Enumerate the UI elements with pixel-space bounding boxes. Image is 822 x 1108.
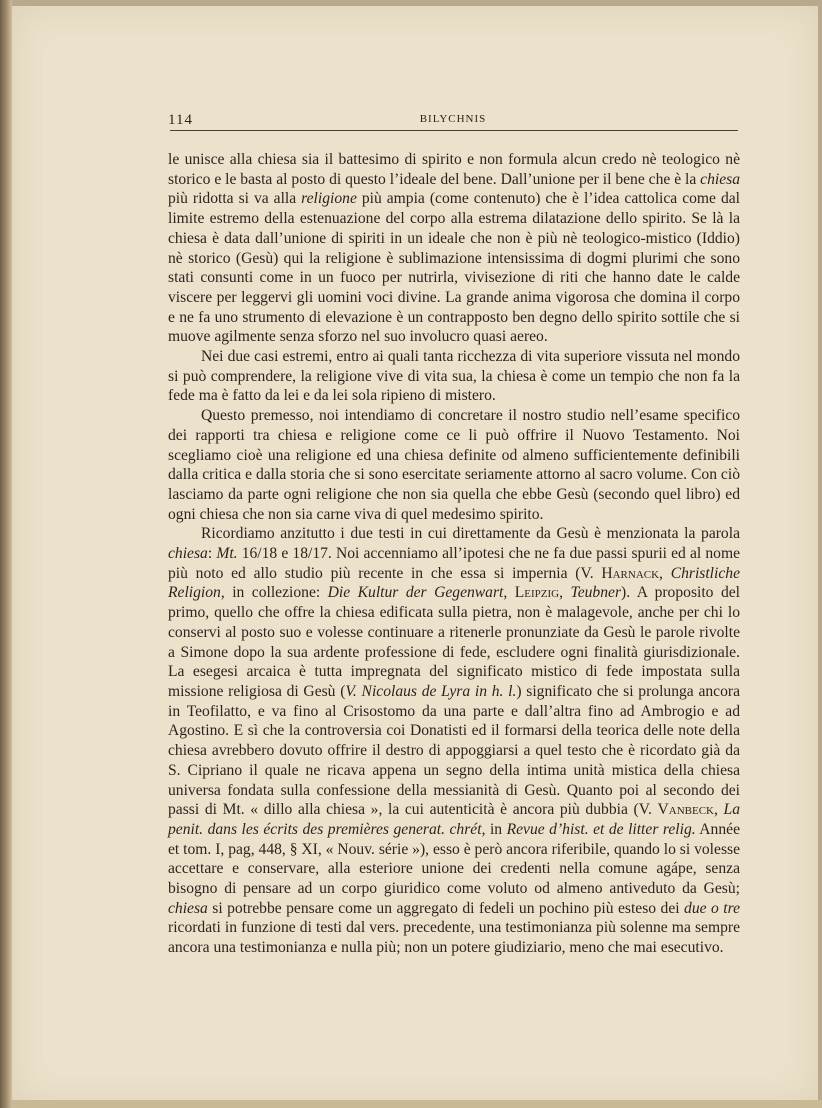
paragraph xyxy=(168,347,740,406)
text-run: Année et tom. I, pag, 448, § XI, « Nouv. série »), esso è però ancora riferibile, quando lo si volesse accettare e conservare, alla esteriore unione dei credenti nella comune agápe, senza bisogno di pensare ad un corpo giuridico come voluto od almeno antiveduto da Gesù; xyxy=(168,820,740,898)
text-run: ). A proposito del primo, quello che offre la chiesa edificata sulla pietra, non è malagevole, anche per chi lo conservi al posto suo e volesse continuare a ritenerle pronunziate da Gesù le parole rivolte a Simone dopo la sua ardente professione di fede, escludere ogni finalità giurisdizionale. La esegesi arcaica è tutta impregnata del significato mistico di fede impostata sulla missione religiosa di Gesù ( xyxy=(168,584,740,700)
paragraph xyxy=(168,524,740,957)
running-head: BILYCHNIS xyxy=(419,113,487,125)
text-run: 16/18 e 18/17. Noi accenniamo all’ipotesi che ne fa due passi spurii ed al nome più noto ed allo studio più recente in che essa si impernia (V. xyxy=(168,545,741,582)
page-header xyxy=(168,110,738,132)
text-run: si potrebbe pensare come un aggregato di fedeli un pochino più esteso dei xyxy=(207,899,685,917)
italic-text: chiesa xyxy=(700,170,741,188)
text-run: ) significato che si prolunga ancora in Teofilatto, e va fino al Crisostomo da una parte e dall’altra fino ad Ambrogio e ad Agostino. E sì che la controversia coi Donatisti ed il formarsi della teorica delle note della chiesa avrebbero dovuto offrire il destro di appoggiarsi a quel testo che è ricordato già da S. Cipriano il quale ne ricava appena un segno della intima unità mistica della chiesa universa fondata sulla confessione della messianità di Gesù. Quanto poi al secondo dei passi di Mt. « dillo alla chiesa », la cui autenticità è ancora più dubbia (V. xyxy=(168,682,740,819)
smallcaps-text: Vanbeck xyxy=(657,801,714,819)
text-run: , xyxy=(559,584,571,602)
text-run: : xyxy=(207,545,217,563)
text-run: le unisce alla chiesa sia il battesimo di spirito e non formula alcun credo nè teologico nè storico e le basta al posto di questo l’ideale del bene. Dall’unione per il bene che è la xyxy=(168,151,740,188)
italic-text: Revue d’hist. et de litter relig. xyxy=(506,820,696,838)
text-run: ricordati in funzione di testi dal vers. precedente, una testimonianza più solenne ma sempre ancora una testimonianza e nulla più; non un potere giudiziario, meno che mai esecutivo. xyxy=(168,919,740,957)
italic-text: due o tre xyxy=(684,899,740,917)
text-run: , in xyxy=(481,820,507,838)
text-run: più ampia (come contenuto) che è l’idea cattolica come dal limite estremo della estenuazione del corpo alla estrema dilatazione dello spirito. Se là la chiesa è data dall’unione di spiriti in un ideale che non è più nè teologico-mistico (Iddio) nè storico (Gesù) qui la religione è sublimazione intensissima di dogmi plurimi che sono stati consunti come in un fuoco per nutrirla, vivisezione di riti che hanno date le calde viscere per leggervi gli uomini voci divine. La grande anima vigorosa che domina il corpo e ne fa uno strumento di elevazione è un contrapposto ben degno dello spirito sottile che si muove agilmente senza sforzo nel suo involucro quasi aereo. xyxy=(168,190,740,346)
paragraph xyxy=(168,406,740,524)
italic-text: La penit. dans les écrits des premières generat. chrét xyxy=(168,801,740,838)
smallcaps-text: Harnack xyxy=(601,564,660,582)
header-rule xyxy=(170,130,738,131)
italic-text: Christliche Religion xyxy=(168,564,740,602)
italic-text: chiesa xyxy=(168,545,208,563)
italic-text: Teubner xyxy=(570,584,622,602)
paragraph xyxy=(168,150,740,347)
italic-text: V. Nicolaus de Lyra in h. l. xyxy=(345,682,517,700)
text-run: , in collezione: xyxy=(220,584,328,602)
text-run: Ricordiamo anzitutto i due testi in cui direttamente da Gesù è menzionata la parola xyxy=(201,525,740,543)
page-number: 114 xyxy=(168,112,193,128)
italic-text: Die Kultur der Gegenwart xyxy=(327,584,504,602)
page-bottom-edge xyxy=(12,1100,822,1108)
italic-text: chiesa xyxy=(168,899,208,917)
book-binding-edge xyxy=(0,0,12,1108)
text-run: , xyxy=(713,801,724,819)
text-run: , xyxy=(503,584,515,602)
smallcaps-text: Leipzig xyxy=(514,584,560,602)
body-text xyxy=(168,150,740,958)
text-run: Nei due casi estremi, entro ai quali tanta ricchezza di vita superiore vissuta nel mondo si può comprendere, la religione vive di vita sua, la chiesa è come un tempio che non fa la fede ma è fatto da lei e da lei sola ripieno di mistero. xyxy=(168,348,740,405)
italic-text: religione xyxy=(301,190,357,208)
italic-text: Mt. xyxy=(216,545,238,563)
text-run: più ridotta si va alla xyxy=(168,190,302,208)
text-run: Questo premesso, noi intendiamo di concretare il nostro studio nell’esame specifico dei rapporti tra chiesa e religione come ce li può offrire il Nuovo Testamento. Noi scegliamo cioè una religione ed una chiesa definite od almeno sufficientemente definibili dalla critica e dalla storia che si sono esercitate seriamente attorno al sacro volume. Con ciò lasciamo da parte ogni religione che non sia quella che ebbe Gesù (secondo quel libro) ed ogni chiesa che non sia carne viva di quel medesimo spirito. xyxy=(168,407,740,523)
text-run: , xyxy=(659,564,671,582)
